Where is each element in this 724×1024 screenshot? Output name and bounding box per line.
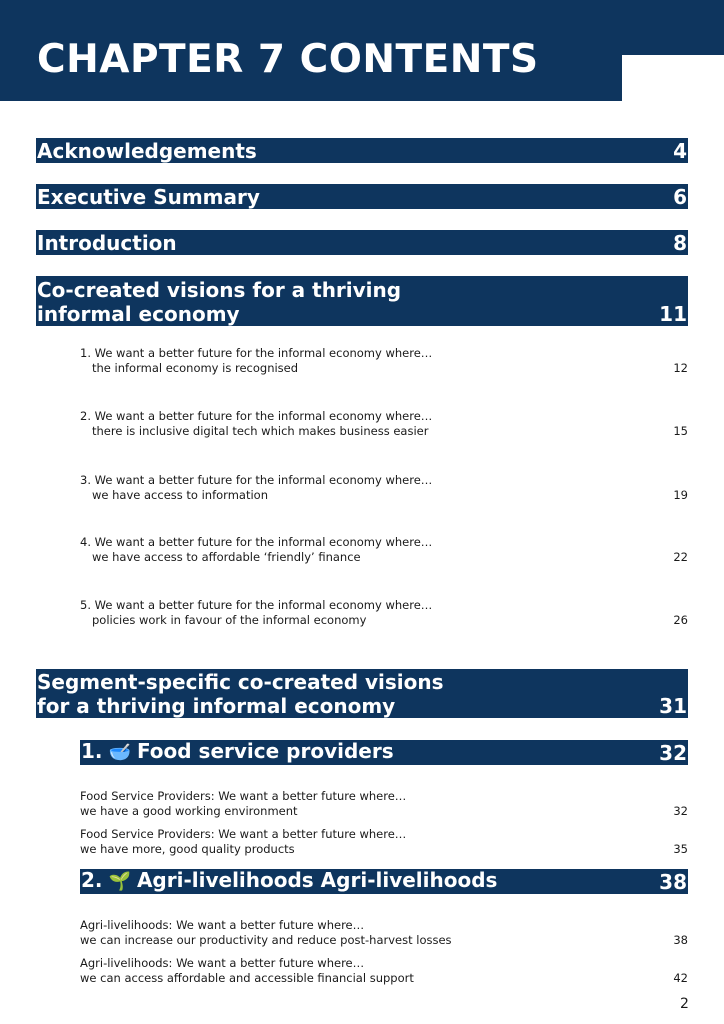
- entry-page: 15: [673, 423, 688, 438]
- entry-line2: policies work in favour of the informal economy: [92, 612, 367, 627]
- entry-line1: 1. We want a better future for the informal economy where…: [80, 346, 433, 360]
- section-label: Introduction: [37, 231, 177, 255]
- entry-line2: we have a good working environment: [80, 803, 298, 818]
- entry-line2: we can increase our productivity and reduce post-harvest losses: [80, 932, 452, 947]
- toc-entry-food-2[interactable]: [80, 827, 688, 856]
- page-title: CHAPTER 7 CONTENTS: [37, 37, 539, 82]
- entry-line1: Agri-livelihoods: We want a better future where…: [80, 956, 365, 970]
- entry-page: 42: [673, 970, 688, 985]
- toc-section-acknowledgements[interactable]: [36, 138, 688, 163]
- subsection-label: Agri-livelihoods Agri-livelihoods: [136, 868, 498, 892]
- food-bowl-icon: 🥣: [108, 742, 131, 763]
- entry-page: 12: [673, 360, 688, 375]
- subsection-page: 32: [659, 741, 687, 765]
- entry-line1: 2. We want a better future for the informal economy where…: [80, 409, 433, 423]
- toc-subsection-agri-livelihoods[interactable]: [80, 869, 688, 894]
- toc-entry-vision-3[interactable]: [80, 473, 688, 502]
- toc-section-segment-specific[interactable]: [36, 669, 688, 718]
- entry-line2: the informal economy is recognised: [92, 360, 299, 375]
- subsection-page: 38: [659, 870, 687, 894]
- entry-line1: 3. We want a better future for the informal economy where…: [80, 473, 433, 487]
- section-label: Co-created visions for a thriving informal economy: [37, 278, 402, 326]
- entry-line1: 4. We want a better future for the informal economy where…: [80, 535, 433, 549]
- entry-page: 38: [673, 932, 688, 947]
- toc-section-introduction[interactable]: [36, 230, 688, 255]
- seedling-icon: 🌱: [108, 871, 131, 892]
- toc-entry-agri-2[interactable]: [80, 956, 688, 985]
- entry-line2: we have more, good quality products: [80, 841, 295, 856]
- entry-line1: Food Service Providers: We want a better future where…: [80, 789, 407, 803]
- section-page: 4: [673, 139, 687, 163]
- toc-entry-vision-5[interactable]: [80, 598, 688, 627]
- section-label: Executive Summary: [37, 185, 260, 209]
- entry-line1: 5. We want a better future for the informal economy where…: [80, 598, 433, 612]
- subsection-number: 1.: [81, 739, 103, 763]
- toc-entry-vision-2[interactable]: [80, 409, 688, 438]
- toc-section-executive-summary[interactable]: [36, 184, 688, 209]
- header-notch: [622, 55, 724, 101]
- entry-page: 26: [673, 612, 688, 627]
- toc-section-co-created-visions[interactable]: [36, 276, 688, 326]
- entry-line2: we have access to affordable ‘friendly’ finance: [92, 549, 361, 564]
- entry-line2: there is inclusive digital tech which makes business easier: [92, 423, 429, 438]
- section-page: 31: [659, 694, 687, 718]
- page-number: 2: [680, 996, 689, 1012]
- toc-entry-vision-1[interactable]: [80, 346, 688, 375]
- toc-entry-agri-1[interactable]: [80, 918, 688, 947]
- entry-line1: Agri-livelihoods: We want a better future where…: [80, 918, 365, 932]
- section-page: 8: [673, 231, 687, 255]
- section-page: 6: [673, 185, 687, 209]
- entry-page: 19: [673, 487, 688, 502]
- entry-page: 32: [673, 803, 688, 818]
- section-label: Acknowledgements: [37, 139, 257, 163]
- entry-line2: we have access to information: [92, 487, 268, 502]
- entry-line1: Food Service Providers: We want a better future where…: [80, 827, 407, 841]
- subsection-number: 2.: [81, 868, 103, 892]
- toc-entry-food-1[interactable]: [80, 789, 688, 818]
- section-page: 11: [659, 302, 687, 326]
- subsection-label: Food service providers: [136, 739, 394, 763]
- entry-page: 22: [673, 549, 688, 564]
- entry-page: 35: [673, 841, 688, 856]
- entry-line2: we can access affordable and accessible financial support: [80, 970, 414, 985]
- section-label: Segment-specific co-created visions for a thriving informal economy: [37, 670, 444, 718]
- toc-subsection-food-service[interactable]: [80, 740, 688, 765]
- toc-entry-vision-4[interactable]: [80, 535, 688, 564]
